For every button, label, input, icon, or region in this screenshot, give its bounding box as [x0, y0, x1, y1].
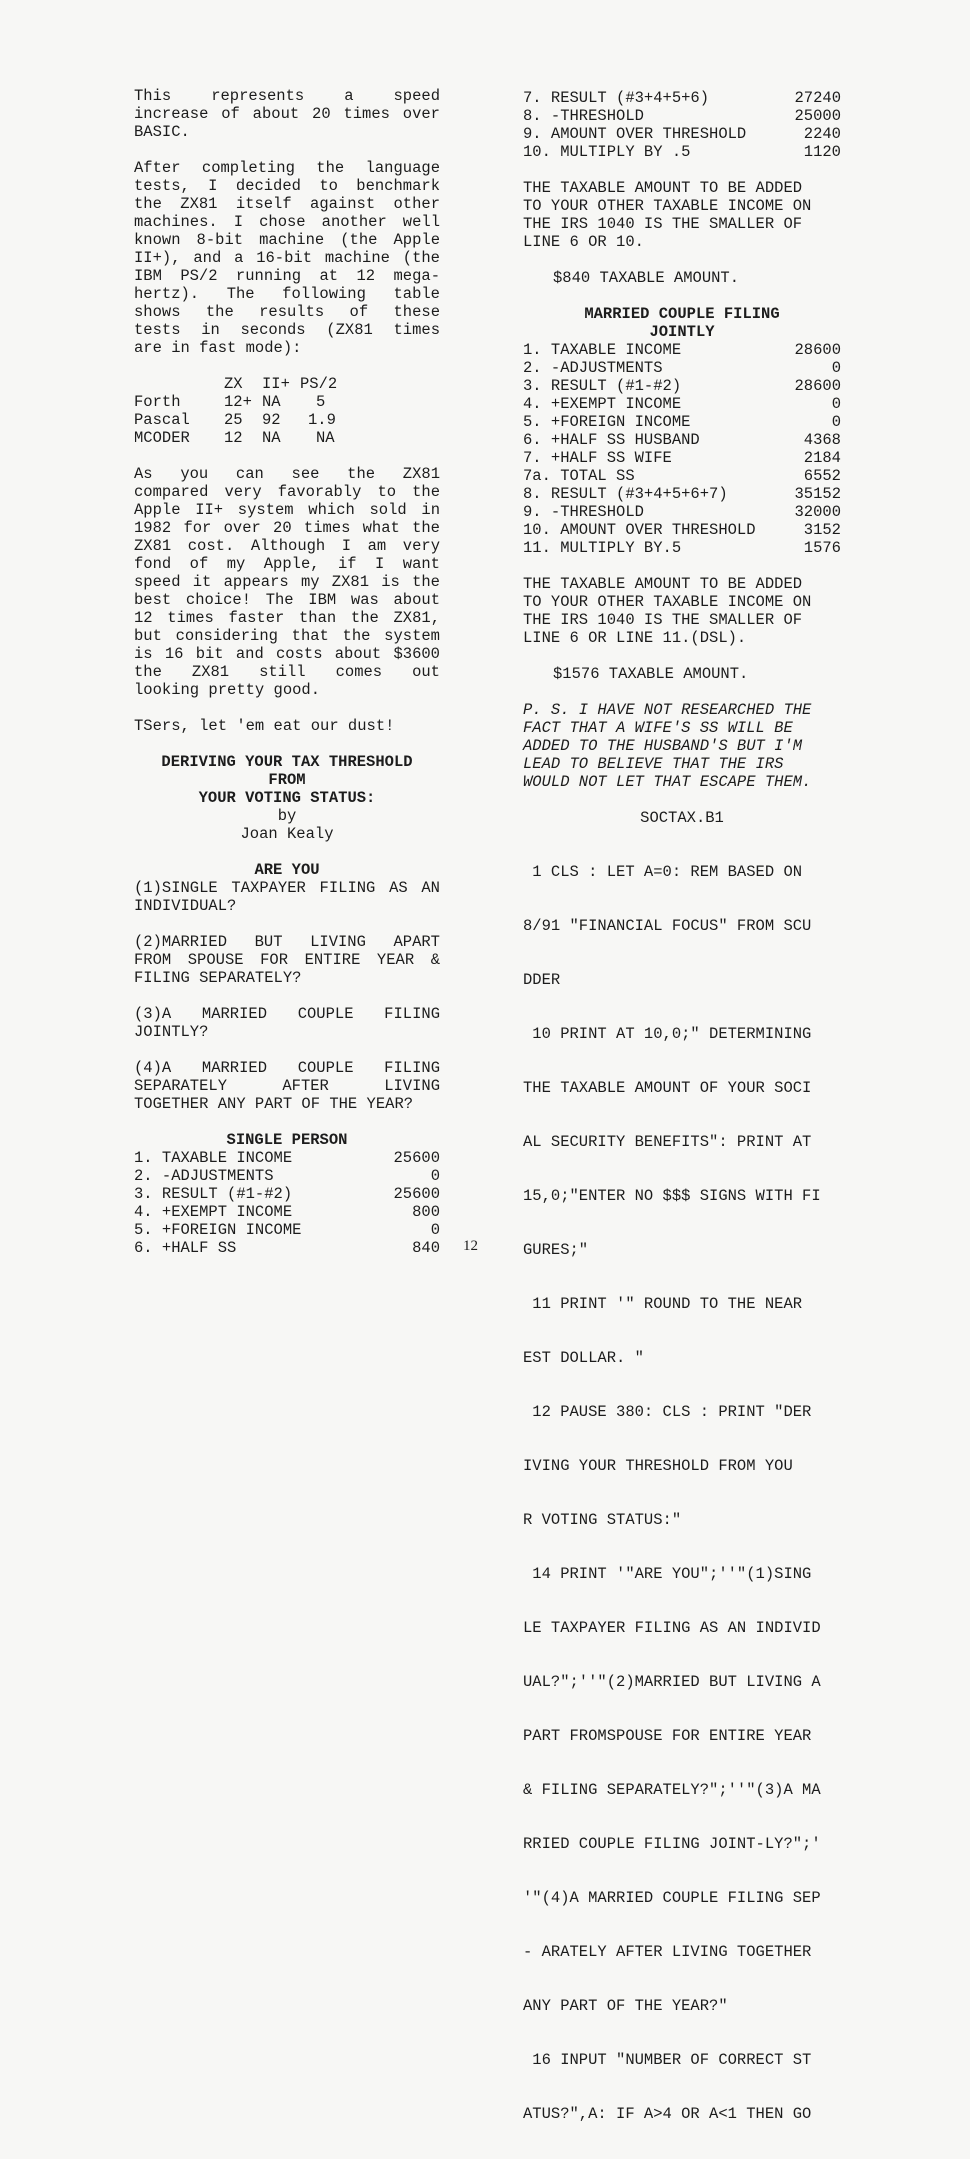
text-line: 12 times faster than the ZX81, — [134, 609, 440, 627]
single-person-table-continued — [523, 89, 841, 161]
table-cell: 6. +HALF SS HUSBAND — [523, 431, 700, 449]
table-row — [523, 413, 841, 431]
table-cell: 10. MULTIPLY BY .5 — [523, 143, 691, 161]
table-header: PS/2 — [300, 375, 338, 393]
code-line: 12 PAUSE 380: CLS : PRINT "DER — [523, 1403, 812, 1421]
text-line: TOGETHER ANY PART OF THE YEAR? — [134, 1095, 414, 1113]
code-line: 14 PRINT '"ARE YOU";''"(1)SING — [523, 1565, 812, 1583]
text-line: THE TAXABLE AMOUNT TO BE ADDED — [523, 179, 803, 197]
table-header-row — [134, 375, 337, 393]
code-line: DDER — [523, 971, 561, 989]
benchmark-paragraph — [134, 159, 440, 357]
table-row — [523, 125, 841, 143]
text-line: (1)SINGLE TAXPAYER FILING AS AN — [134, 879, 440, 897]
table-cell: 6552 — [803, 467, 841, 485]
table-cell: 800 — [412, 1203, 440, 1221]
code-line: RRIED COUPLE FILING JOINT-LY?";' — [523, 1835, 821, 1853]
taxable-note-2 — [523, 575, 841, 647]
text-line: JOINTLY? — [134, 1023, 209, 1041]
table-row — [134, 429, 337, 447]
table-row — [523, 359, 841, 377]
table-row — [523, 449, 841, 467]
text-line: FROM SPOUSE FOR ENTIRE YEAR & — [134, 951, 440, 969]
table-cell: NA — [316, 429, 335, 447]
text-line: compared very favorably to the — [134, 483, 440, 501]
table-row — [523, 341, 841, 359]
table-cell: 10. AMOUNT OVER THRESHOLD — [523, 521, 756, 539]
taxable-amount-1: $840 TAXABLE AMOUNT. — [553, 269, 740, 287]
table-cell: 1. TAXABLE INCOME — [523, 341, 682, 359]
table-cell: 3152 — [803, 521, 841, 539]
text-line: known 8-bit machine (the Apple — [134, 231, 440, 249]
table-cell: 25000 — [794, 107, 841, 125]
text-line: is 16 bit and costs about $3600 — [134, 645, 440, 663]
text-line: tests in seconds (ZX81 times — [134, 321, 440, 339]
table-cell: 840 — [412, 1239, 440, 1257]
text-line: looking pretty good. — [134, 681, 321, 699]
table-row — [523, 521, 841, 539]
code-line: 15,0;"ENTER NO $$$ SIGNS WITH FI — [523, 1187, 821, 1205]
code-line: 11 PRINT '" ROUND TO THE NEAR — [523, 1295, 803, 1313]
table-cell: 27240 — [794, 89, 841, 107]
table-cell: 28600 — [794, 341, 841, 359]
table-cell: 2184 — [803, 449, 841, 467]
code-line: & FILING SEPARATELY?";''"(3)A MA — [523, 1781, 821, 1799]
text-line: best choice! The IBM was about — [134, 591, 440, 609]
table-cell: 5 — [316, 393, 326, 411]
table-cell: 12 — [224, 429, 243, 447]
text-line: the ZX81 still comes out — [134, 663, 440, 681]
text-line: machines. I chose another well — [134, 213, 440, 231]
table-row — [134, 1239, 440, 1257]
text-line: FILING SEPARATELY? — [134, 969, 302, 987]
title-line: FROM — [268, 771, 306, 789]
text-line: the ZX81 itself against other — [134, 195, 440, 213]
text-line: WOULD NOT LET THAT ESCAPE THEM. — [523, 773, 812, 791]
table-cell: NA — [262, 393, 281, 411]
postscript — [523, 701, 841, 791]
table-cell: MCODER — [134, 429, 190, 447]
table-header — [134, 375, 224, 393]
text-line: After completing the language — [134, 159, 440, 177]
code-line: ANY PART OF THE YEAR?" — [523, 1997, 728, 2015]
text-line: speed it appears my ZX81 is the — [134, 573, 440, 591]
table-cell: 0 — [831, 413, 841, 431]
text-line: Apple II+ system which sold in — [134, 501, 440, 519]
table-row — [134, 1149, 440, 1167]
table-cell: 5. +FOREIGN INCOME — [134, 1221, 302, 1239]
table-cell: 5. +FOREIGN INCOME — [523, 413, 691, 431]
code-line: UAL?";''"(2)MARRIED BUT LIVING A — [523, 1673, 821, 1691]
program-title: SOCTAX.B1 — [640, 809, 724, 827]
text-line: ADDED TO THE HUSBAND'S BUT I'M — [523, 737, 803, 755]
table-cell: 25600 — [393, 1149, 440, 1167]
text-line: FACT THAT A WIFE'S SS WILL BE — [523, 719, 793, 737]
code-line: THE TAXABLE AMOUNT OF YOUR SOCI — [523, 1079, 812, 1097]
text-line: 1982 for over 20 times what the — [134, 519, 440, 537]
option-4 — [134, 1059, 440, 1113]
table-cell: 8. -THRESHOLD — [523, 107, 644, 125]
program-listing — [523, 827, 841, 2159]
code-line: EST DOLLAR. " — [523, 1349, 644, 1367]
heading-line: MARRIED COUPLE FILING — [584, 305, 780, 323]
option-3 — [134, 1005, 440, 1041]
comparison-paragraph — [134, 465, 440, 699]
table-cell: 1120 — [803, 143, 841, 161]
benchmark-table — [134, 375, 337, 447]
table-row — [523, 503, 841, 521]
text-line: This represents a speed — [134, 87, 440, 105]
table-cell: 0 — [430, 1221, 440, 1239]
code-line: IVING YOUR THRESHOLD FROM YOU — [523, 1457, 793, 1475]
left-column — [134, 87, 440, 1257]
text-line: TO YOUR OTHER TAXABLE INCOME ON — [523, 593, 812, 611]
table-cell: 25 — [224, 411, 243, 429]
table-row — [523, 89, 841, 107]
are-you-heading: ARE YOU — [254, 861, 320, 879]
option-2 — [134, 933, 440, 987]
code-line: '"(4)A MARRIED COUPLE FILING SEP — [523, 1889, 821, 1907]
table-row — [523, 395, 841, 413]
table-row — [134, 1185, 440, 1203]
table-row — [523, 143, 841, 161]
married-couple-heading — [523, 305, 841, 341]
title-line: YOUR VOTING STATUS: — [198, 789, 376, 807]
text-line: increase of about 20 times over — [134, 105, 440, 123]
text-line: TO YOUR OTHER TAXABLE INCOME ON — [523, 197, 812, 215]
code-line: AL SECURITY BENEFITS": PRINT AT — [523, 1133, 812, 1151]
code-line: ATUS?",A: IF A>4 OR A<1 THEN GO — [523, 2105, 812, 2123]
table-cell: 11. MULTIPLY BY.5 — [523, 539, 682, 557]
table-cell: 2240 — [803, 125, 841, 143]
table-cell: 9. AMOUNT OVER THRESHOLD — [523, 125, 747, 143]
text-line: (4)A MARRIED COUPLE FILING — [134, 1059, 440, 1077]
text-line: THE TAXABLE AMOUNT TO BE ADDED — [523, 575, 803, 593]
taxable-amount-2: $1576 TAXABLE AMOUNT. — [553, 665, 749, 683]
table-cell: 3. RESULT (#1-#2) — [134, 1185, 293, 1203]
table-row — [523, 485, 841, 503]
table-cell: 7. RESULT (#3+4+5+6) — [523, 89, 710, 107]
code-line: 10 PRINT AT 10,0;" DETERMINING — [523, 1025, 812, 1043]
byline-author: Joan Kealy — [240, 825, 334, 843]
intro-paragraph — [134, 87, 440, 141]
table-header: ZX — [224, 375, 243, 393]
code-line: 8/91 "FINANCIAL FOCUS" FROM SCU — [523, 917, 812, 935]
page-number: 12 — [463, 1238, 478, 1254]
table-cell: 1.9 — [308, 411, 336, 429]
text-line: II+), and a 16-bit machine (the — [134, 249, 440, 267]
code-line: PART FROMSPOUSE FOR ENTIRE YEAR — [523, 1727, 812, 1745]
text-line: are in fast mode): — [134, 339, 302, 357]
table-cell: 0 — [831, 395, 841, 413]
table-cell: 6. +HALF SS — [134, 1239, 237, 1257]
table-cell: 1576 — [803, 539, 841, 557]
table-row — [523, 107, 841, 125]
text-line: BASIC. — [134, 123, 190, 141]
text-line: SEPARATELY AFTER LIVING — [134, 1077, 440, 1095]
table-cell: 32000 — [794, 503, 841, 521]
table-cell: 35152 — [794, 485, 841, 503]
code-line: 1 CLS : LET A=0: REM BASED ON — [523, 863, 803, 881]
table-row — [523, 431, 841, 449]
heading-line: JOINTLY — [649, 323, 715, 341]
table-row — [523, 467, 841, 485]
table-cell: 2. -ADJUSTMENTS — [523, 359, 663, 377]
table-cell: 0 — [430, 1167, 440, 1185]
code-line: GURES;" — [523, 1241, 589, 1259]
table-cell: 25600 — [393, 1185, 440, 1203]
table-cell: Pascal — [134, 411, 190, 429]
table-header: II+ — [262, 375, 290, 393]
table-cell: 0 — [831, 359, 841, 377]
text-line: As you can see the ZX81 — [134, 465, 440, 483]
single-person-heading: SINGLE PERSON — [226, 1131, 348, 1149]
table-cell: 8. RESULT (#3+4+5+6+7) — [523, 485, 728, 503]
text-line: LINE 6 OR LINE 11.(DSL). — [523, 629, 747, 647]
text-line: THE IRS 1040 IS THE SMALLER OF — [523, 611, 803, 629]
table-cell: 12+ — [224, 393, 252, 411]
table-row — [523, 377, 841, 395]
table-cell: 28600 — [794, 377, 841, 395]
table-cell: 3. RESULT (#1-#2) — [523, 377, 682, 395]
table-row — [134, 1221, 440, 1239]
table-row — [523, 539, 841, 557]
table-cell: 4. +EXEMPT INCOME — [523, 395, 682, 413]
text-line: shows the results of these — [134, 303, 440, 321]
text-line: INDIVIDUAL? — [134, 897, 237, 915]
table-cell: NA — [262, 429, 281, 447]
table-cell: 92 — [262, 411, 281, 429]
text-line: fond of my Apple, if I want — [134, 555, 440, 573]
married-couple-table — [523, 341, 841, 557]
table-cell: 4. +EXEMPT INCOME — [134, 1203, 293, 1221]
text-line: IBM PS/2 running at 12 mega- — [134, 267, 440, 285]
text-line: LEAD TO BELIEVE THAT THE IRS — [523, 755, 784, 773]
table-cell: Forth — [134, 393, 181, 411]
text-line: tests, I decided to benchmark — [134, 177, 440, 195]
text-line: (3)A MARRIED COUPLE FILING — [134, 1005, 440, 1023]
code-line: R VOTING STATUS:" — [523, 1511, 682, 1529]
title-line: DERIVING YOUR TAX THRESHOLD — [161, 753, 413, 771]
byline — [134, 807, 440, 843]
code-line: 16 INPUT "NUMBER OF CORRECT ST — [523, 2051, 812, 2069]
option-1 — [134, 879, 440, 915]
closing-line: TSers, let 'em eat our dust! — [134, 717, 395, 735]
taxable-note-1 — [523, 179, 841, 251]
byline-by: by — [277, 807, 297, 825]
table-cell: 7. +HALF SS WIFE — [523, 449, 672, 467]
code-line: - ARATELY AFTER LIVING TOGETHER — [523, 1943, 812, 1961]
text-line: hertz). The following table — [134, 285, 440, 303]
table-cell: 2. -ADJUSTMENTS — [134, 1167, 274, 1185]
article-title — [134, 753, 440, 807]
right-column — [523, 89, 841, 2159]
table-cell: 9. -THRESHOLD — [523, 503, 644, 521]
code-line: LE TAXPAYER FILING AS AN INDIVID — [523, 1619, 821, 1637]
table-row — [134, 1203, 440, 1221]
table-row — [134, 393, 337, 411]
text-line: but considering that the system — [134, 627, 440, 645]
text-line: P. S. I HAVE NOT RESEARCHED THE — [523, 701, 812, 719]
text-line: ZX81 cost. Although I am very — [134, 537, 440, 555]
table-row — [134, 1167, 440, 1185]
table-cell: 4368 — [803, 431, 841, 449]
table-cell: 7a. TOTAL SS — [523, 467, 635, 485]
text-line: LINE 6 OR 10. — [523, 233, 644, 251]
text-line: (2)MARRIED BUT LIVING APART — [134, 933, 440, 951]
text-line: THE IRS 1040 IS THE SMALLER OF — [523, 215, 803, 233]
table-row — [134, 411, 337, 429]
single-person-table — [134, 1149, 440, 1257]
table-cell: 1. TAXABLE INCOME — [134, 1149, 293, 1167]
